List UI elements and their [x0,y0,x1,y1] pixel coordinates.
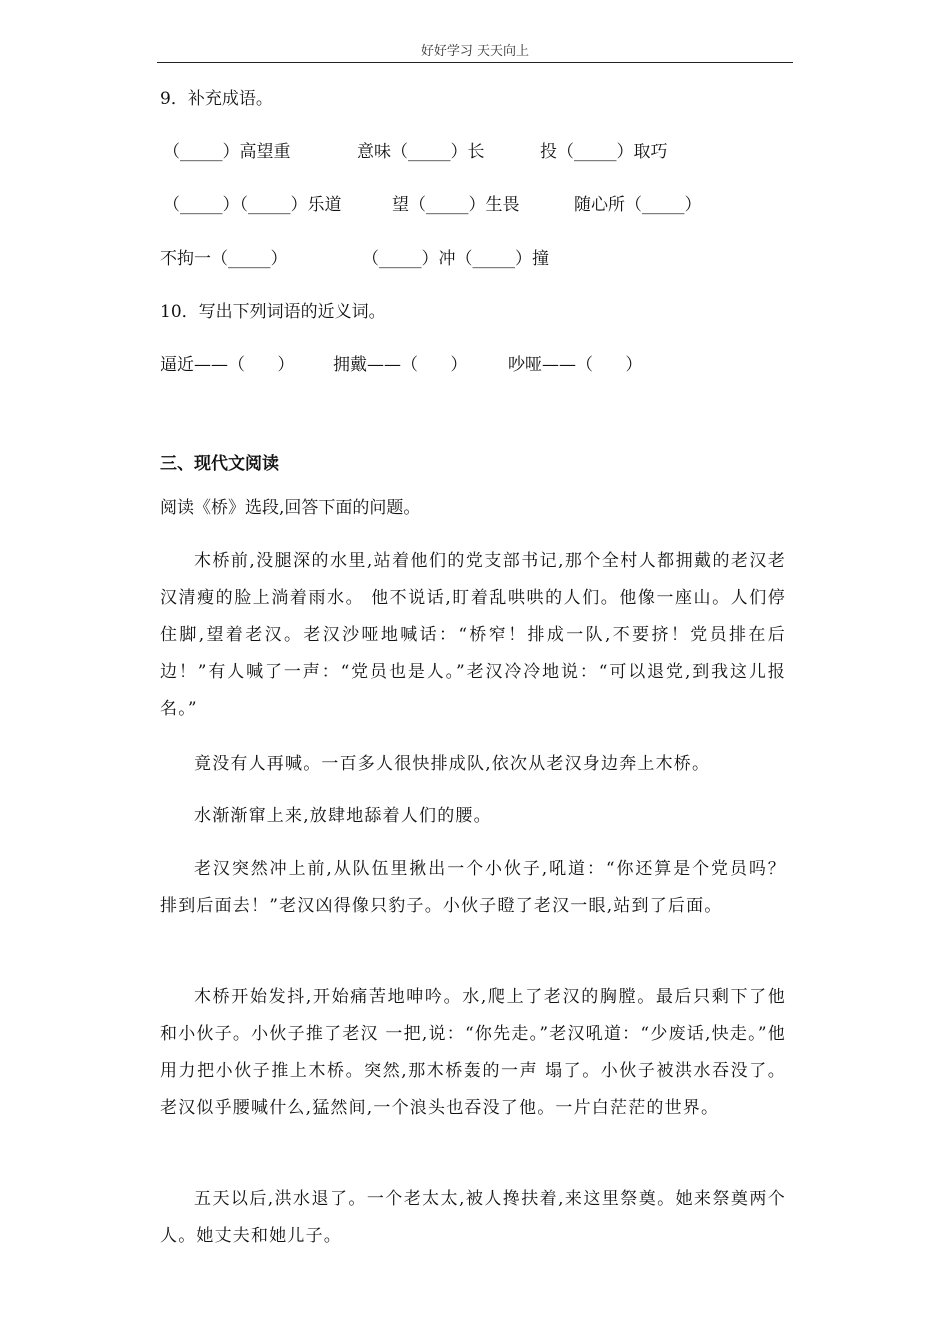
passage-paragraph-5: 木桥开始发抖,开始痛苦地呻吟。水,爬上了老汉的胸膛。最后只剩下了他和小伙子。小伙子推了老汉 一把,说：“你先走。”老汉吼道：“少废话,快走。”他用力把小伙子推上木桥。突然,那木桥轰的一声 塌了。小伙子被洪水吞没了。老汉似乎腰喊什么,猛然间,一个浪头也吞没了他。一片白茫茫的世界。 [160,987,786,1118]
idiom-blank-5: 望（_____）生畏 [392,195,520,215]
passage-paragraph-2: 竟没有人再喊。一百多人很快排成队,依次从老汉身边奔上木桥。 [194,754,711,774]
section-3-title: 三、现代文阅读 [160,454,279,474]
synonym-item-3: 吵哑——（ ） [508,355,643,375]
idiom-blank-8: （_____）冲（_____）撞 [362,249,549,269]
passage-paragraph-1: 木桥前,没腿深的水里,站着他们的党支部书记,那个全村人都拥戴的老汉老汉清瘦的脸上淌着雨水。 他不说话,盯着乱哄哄的人们。他像一座山。人们停住脚,望着老汉。老汉沙哑地喊话：“桥窄！排成一队,不要挤！党员排在后边！”有人喊了一声：“党员也是人。”老汉冷冷地说：“可以退党,到我这儿报名。” [160,551,786,719]
page-header: 好好学习 天天向上 [420,44,530,59]
reading-instruction: 阅读《桥》选段,回答下面的问题。 [160,498,421,518]
idiom-blank-4: （_____）（_____）乐道 [163,195,342,215]
idiom-blank-7: 不拘一（_____） [160,249,288,269]
idiom-blank-3: 投（_____）取巧 [540,142,668,162]
synonym-item-1: 逼近——（ ） [160,355,295,375]
passage-paragraph-6: 五天以后,洪水退了。一个老太太,被人搀扶着,来这里祭奠。她来祭奠两个人。她丈夫和她儿子。 [160,1189,786,1246]
synonym-item-2: 拥戴——（ ） [333,355,468,375]
question-9-title: 9．补充成语。 [160,89,273,109]
question-10-title: 10．写出下列词语的近义词。 [160,302,386,322]
passage-paragraph-4: 老汉突然冲上前,从队伍里揪出一个小伙子,吼道：“你还算是个党员吗？ 排到后面去！”老汉凶得像只豹子。小伙子瞪了老汉一眼,站到了后面。 [160,859,786,916]
idiom-blank-1: （_____）高望重 [163,142,291,162]
idiom-blank-6: 随心所（_____） [574,195,702,215]
idiom-blank-2: 意味（_____）长 [357,142,485,162]
header-divider [157,62,793,63]
passage-paragraph-3: 水渐渐窜上来,放肆地舔着人们的腰。 [194,806,492,826]
